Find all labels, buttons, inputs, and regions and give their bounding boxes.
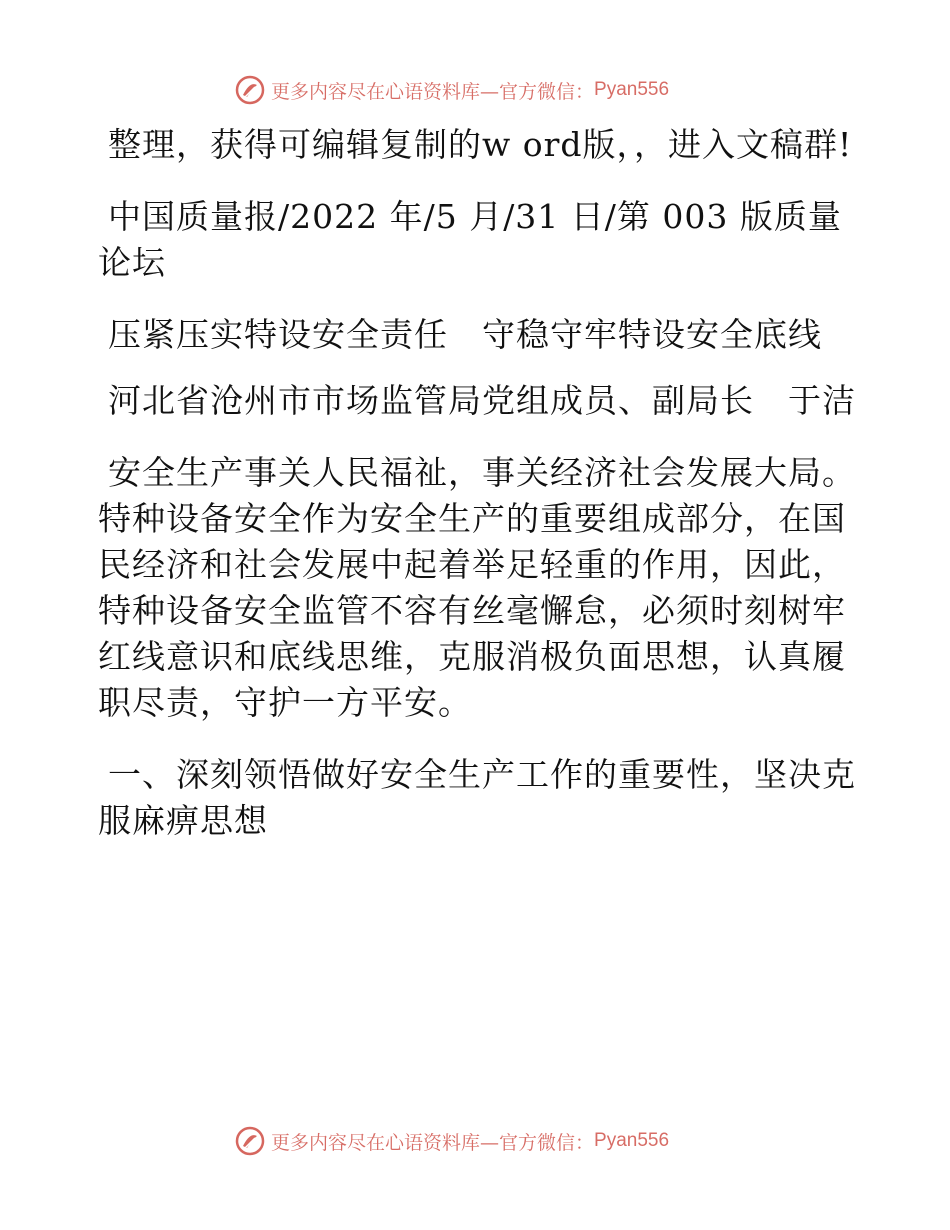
watermark-contact: Pyan556 [594,1130,670,1151]
author-line: 河北省沧州市市场监管局党组成员、副局长 于洁 [108,381,856,420]
library-logo-icon [235,1126,265,1156]
footer-watermark [235,1124,669,1158]
body-paragraph: 安全生产事关人民福祉，事关经济社会发展大局。特种设备安全作为安全生产的重要组成部分，在国民经济和社会发展中起着举足轻重的作用，因此，特种设备安全监管不容有丝毫懈怠，必须时刻树牢红线意识和底线思维，克服消极负面思想，认真履职尽责，守护一方平安。 [98,453,856,722]
library-logo-icon [235,75,265,105]
watermark-site-text: 更多内容尽在心语资料库—官方微信： [271,1131,595,1154]
article-title: 压紧压实特设安全责任 守稳守牢特设安全底线 [108,315,822,354]
source-line: 中国质量报/2022 年/5 月/31 日/第 003 版质量论坛 [98,197,842,282]
document-body [98,122,858,870]
watermark-contact: Pyan556 [594,79,670,100]
section-heading: 一、深刻领悟做好安全生产工作的重要性，坚决克服麻痹思想 [98,755,856,840]
watermark-site-text: 更多内容尽在心语资料库—官方微信： [271,80,595,103]
intro-paragraph: 整理，获得可编辑复制的w ord版，，进入文稿群! [108,125,853,164]
header-watermark [235,73,669,107]
